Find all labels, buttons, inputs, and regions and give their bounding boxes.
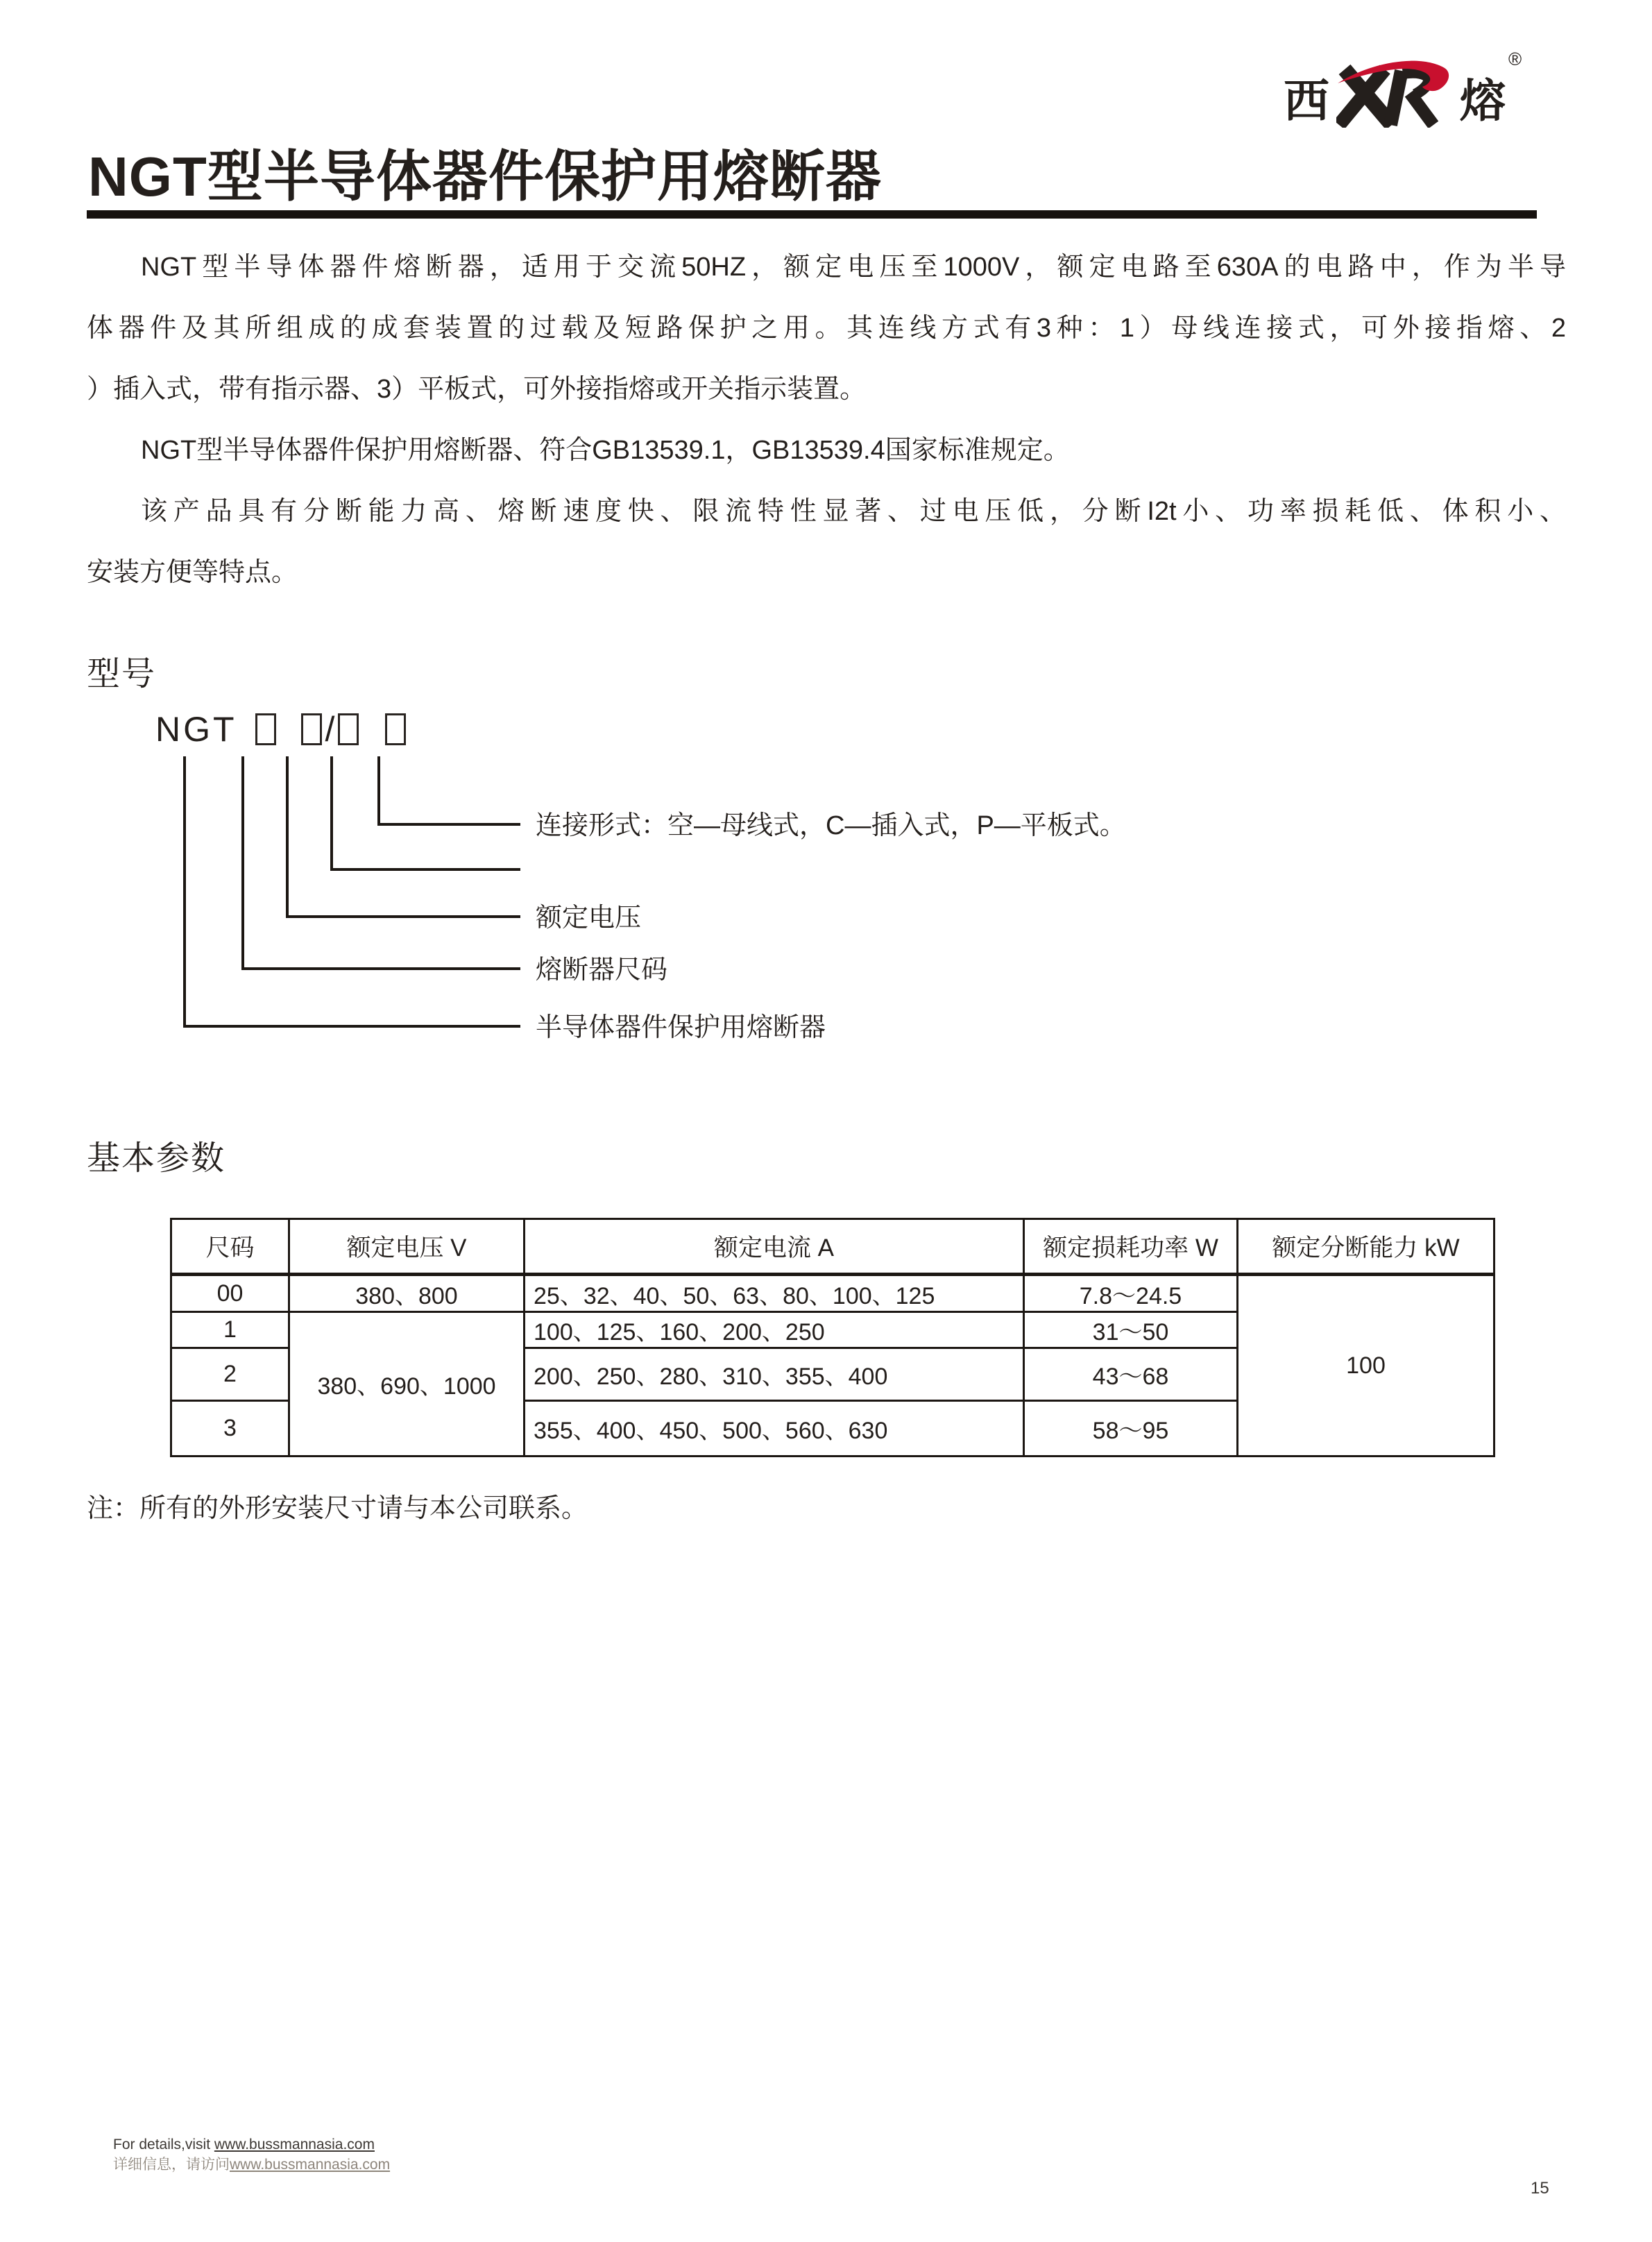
section-heading-model: 型号 (87, 656, 157, 693)
model-placeholder-box (338, 713, 359, 745)
cell-breaking-capacity: 100 (1238, 1275, 1495, 1457)
footer-en-url: www.bussmannasia.com (214, 2137, 375, 2152)
header-breaking-capacity: 额定分断能力 kW (1238, 1219, 1495, 1275)
model-placeholder-box (301, 713, 322, 745)
cell-current: 355、400、450、500、560、630 (525, 1401, 1024, 1457)
footer-zh-text: 详细信息，请访问 (113, 2157, 230, 2173)
cell-size: 1 (171, 1312, 289, 1348)
brand-logo (1284, 49, 1522, 126)
callout-label: 连接形式：空—母线式，C—插入式，P—平板式。 (536, 811, 1126, 840)
page-title: NGT型半导体器件保护用熔断器 (88, 146, 882, 207)
cell-power: 43～68 (1024, 1348, 1238, 1401)
table-row (171, 1275, 1495, 1312)
logo-right-char: 熔 (1460, 75, 1506, 126)
cell-current: 25、32、40、50、63、80、100、125 (525, 1275, 1024, 1312)
model-format (155, 709, 406, 749)
page-number: 15 (1531, 2179, 1549, 2198)
paragraph-line: 安装方便等特点。 (87, 558, 298, 587)
logo-left-char: 西 (1284, 75, 1329, 126)
registered-mark: ® (1508, 49, 1522, 69)
cell-current: 200、250、280、310、355、400 (525, 1348, 1024, 1401)
title-rule (87, 210, 1537, 219)
basic-parameters-table (170, 1218, 1495, 1457)
model-placeholder-box (255, 713, 276, 745)
callout-label: 额定电压 (536, 903, 642, 933)
cell-size: 00 (171, 1275, 289, 1312)
model-slash: / (325, 710, 335, 749)
footer-en-text: For details,visit (113, 2137, 214, 2152)
section-heading-params: 基本参数 (87, 1140, 226, 1177)
header-rated-voltage: 额定电压 V (289, 1219, 525, 1275)
paragraph-line: NGT型半导体器件保护用熔断器、符合GB13539.1，GB13539.4国家标准规定。 (141, 436, 1070, 465)
paragraph-line: 体器件及其所组成的成套装置的过载及短路保护之用。其连线方式有3种：1）母线连接式，可外接指熔、2 (87, 314, 1566, 343)
model-placeholder-box (385, 713, 406, 745)
cell-voltage: 380、690、1000 (289, 1312, 525, 1457)
cell-voltage: 380、800 (289, 1275, 525, 1312)
model-prefix: NGT (155, 710, 237, 749)
footer-line-en (113, 2134, 390, 2155)
paragraph-line: NGT型半导体器件熔断器，适用于交流50HZ，额定电压至1000V，额定电路至630A的电路中，作为半导 (141, 253, 1566, 282)
footer-line-zh (113, 2155, 390, 2175)
table-note: 注：所有的外形安装尺寸请与本公司联系。 (87, 1494, 588, 1523)
callout-label: 熔断器尺码 (536, 956, 668, 985)
header-rated-power-loss: 额定损耗功率 W (1024, 1219, 1238, 1275)
logo-xr-icon (1336, 58, 1456, 128)
cell-size: 2 (171, 1348, 289, 1401)
header-rated-current: 额定电流 A (525, 1219, 1024, 1275)
paragraph-line: ）插入式，带有指示器、3）平板式，可外接指熔或开关指示装置。 (87, 375, 867, 404)
table-header-row (171, 1219, 1495, 1275)
cell-current: 100、125、160、200、250 (525, 1312, 1024, 1348)
cell-power: 58～95 (1024, 1401, 1238, 1457)
page-footer (113, 2134, 390, 2175)
cell-size: 3 (171, 1401, 289, 1457)
intro-paragraphs (87, 237, 1566, 603)
header-size: 尺码 (171, 1219, 289, 1275)
callout-label: 半导体器件保护用熔断器 (536, 1013, 826, 1042)
footer-zh-url: www.bussmannasia.com (230, 2157, 391, 2173)
cell-power: 31～50 (1024, 1312, 1238, 1348)
cell-power: 7.8～24.5 (1024, 1275, 1238, 1312)
paragraph-line: 该产品具有分断能力高、熔断速度快、限流特性显著、过电压低，分断I2t小、功率损耗低、体积小、 (141, 497, 1566, 526)
